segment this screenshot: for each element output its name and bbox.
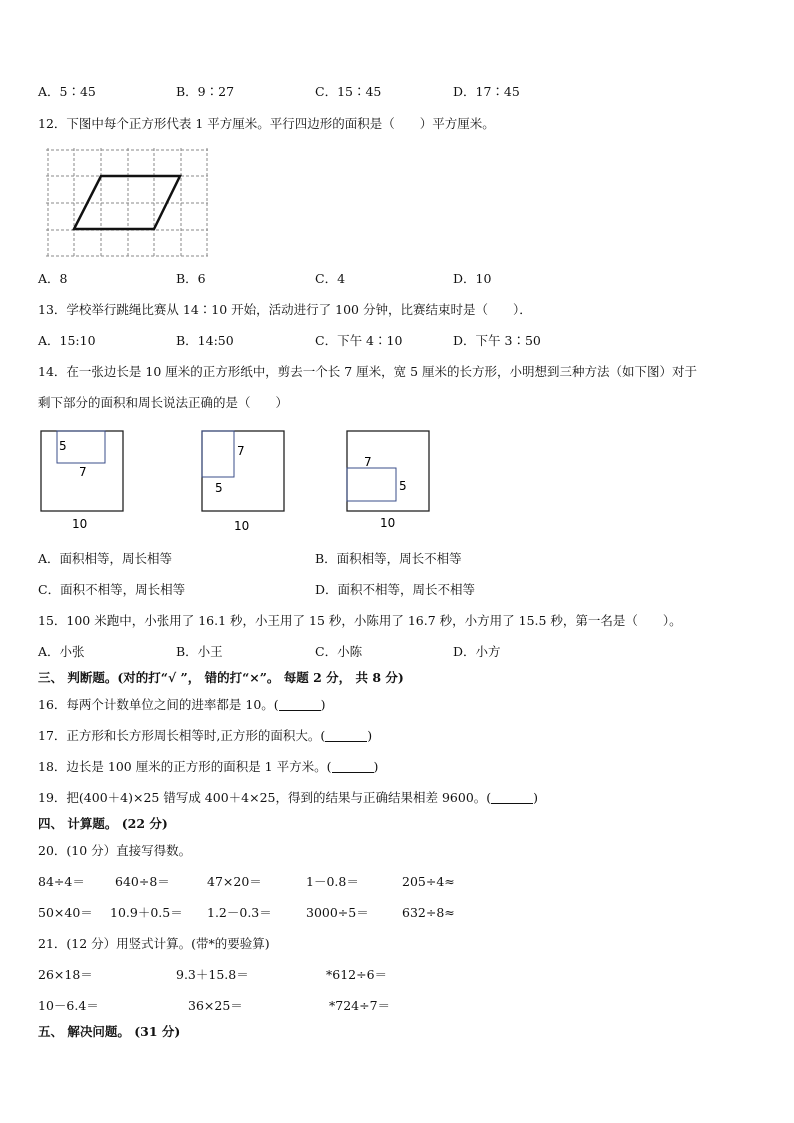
q15-option-b: B．小王 [176, 644, 223, 659]
q12-option-a: A．8 [38, 271, 68, 286]
q14-option-d: D．面积不相等，周长不相等 [315, 582, 476, 597]
q17-answer-blank[interactable] [325, 729, 367, 742]
q11-option-d: D．17∶45 [453, 84, 520, 99]
q13-option-b: B．14:50 [176, 333, 234, 348]
q11-option-c: C．15∶45 [315, 84, 382, 99]
q14-stem-line1: 14．在一张边长是 10 厘米的正方形纸中，剪去一个长 7 厘米，宽 5 厘米的长方形，小明想到三种方法（如下图）对于 [38, 364, 698, 379]
q15-stem: 15．100 米跑中，小张用了 16.1 秒，小王用了 15 秒，小陈用了 16.7 秒，小方用了 15.5 秒，第一名是（ ）。 [38, 613, 682, 628]
q19-statement [38, 790, 538, 806]
q14-f1-label-a: 5 [59, 439, 67, 453]
q15-option-c: C．小陈 [315, 644, 363, 659]
q14-f3-label-a: 7 [364, 455, 372, 469]
q20-item: 47×20＝ [207, 874, 262, 889]
q12-option-d: D．10 [453, 271, 492, 286]
section-3-heading: 三、 判断题。(对的打“√ ”， 错的打“×”。 每题 2 分， 共 8 分) [38, 670, 404, 685]
q16-text: 16．每两个计数单位之间的进率都是 10。( [38, 697, 279, 712]
q16-answer-blank[interactable] [279, 698, 321, 711]
q12-option-b: B．6 [176, 271, 206, 286]
q14-figure-1 [38, 428, 128, 534]
q12-stem: 12．下图中每个正方形代表 1 平方厘米。平行四边形的面积是（ ）平方厘米。 [38, 116, 495, 131]
q20-item: 205÷4≈ [402, 874, 455, 889]
q20-item: 84÷4＝ [38, 874, 85, 889]
q21-item: *724÷7＝ [329, 998, 391, 1013]
q21-item: 10－6.4＝ [38, 998, 99, 1013]
q13-option-c: C．下午 4∶10 [315, 333, 403, 348]
q16-close: ) [320, 697, 326, 712]
q14-option-c: C．面积不相等，周长相等 [38, 582, 186, 597]
q21-item: 9.3＋15.8＝ [176, 967, 249, 982]
q18-statement [38, 759, 378, 775]
q14-figure-3 [344, 428, 434, 534]
q14-figure-2 [198, 428, 288, 534]
q20-item: 632÷8≈ [402, 905, 455, 920]
section-4-heading: 四、 计算题。 (22 分) [38, 816, 168, 831]
q17-statement [38, 728, 372, 744]
q14-f3-label-b: 5 [399, 479, 407, 493]
q20-item: 640÷8＝ [115, 874, 170, 889]
q14-f1-label-b: 7 [79, 465, 87, 479]
q18-answer-blank[interactable] [332, 760, 374, 773]
q14-f2-label-side: 10 [234, 519, 250, 533]
section-5-heading: 五、 解决问题。 (31 分) [38, 1024, 181, 1039]
q20-item: 1－0.8＝ [306, 874, 359, 889]
q21-item: 36×25＝ [188, 998, 243, 1013]
q12-grid-figure [44, 146, 210, 258]
q19-answer-blank[interactable] [491, 791, 533, 804]
q14-f2-label-a: 7 [237, 444, 245, 458]
q13-stem: 13．学校举行跳绳比赛从 14∶10 开始，活动进行了 100 分钟，比赛结束时是（ ）． [38, 302, 532, 317]
q14-f3-label-side: 10 [380, 516, 396, 530]
q13-option-d: D．下午 3∶50 [453, 333, 541, 348]
q21-item: *612÷6＝ [326, 967, 388, 982]
q17-text: 17．正方形和长方形周长相等时,正方形的面积大。( [38, 728, 326, 743]
q19-close: ) [533, 790, 539, 805]
q14-option-a: A．面积相等，周长相等 [38, 551, 173, 566]
q11-option-a: A．5∶45 [38, 84, 96, 99]
q14-stem-line2: 剩下部分的面积和周长说法正确的是（ ） [38, 395, 289, 410]
q12-option-c: C．4 [315, 271, 346, 286]
q20-item: 50×40＝ [38, 905, 93, 920]
q15-option-d: D．小方 [453, 644, 501, 659]
q20-item: 10.9＋0.5＝ [110, 905, 183, 920]
q20-item: 3000÷5＝ [306, 905, 369, 920]
q21-stem: 21．(12 分）用竖式计算。(带*的要验算) [38, 936, 270, 951]
q20-item: 1.2－0.3＝ [207, 905, 272, 920]
q16-statement [38, 697, 326, 713]
q14-option-b: B．面积相等，周长不相等 [315, 551, 462, 566]
q18-text: 18．边长是 100 厘米的正方形的面积是 1 平方米。( [38, 759, 332, 774]
q13-option-a: A．15:10 [38, 333, 96, 348]
q15-option-a: A．小张 [38, 644, 85, 659]
q14-f1-label-side: 10 [72, 517, 88, 531]
q14-f2-label-b: 5 [215, 481, 223, 495]
q17-close: ) [367, 728, 373, 743]
q19-text: 19．把(400＋4)×25 错写成 400＋4×25，得到的结果与正确结果相差 9600。( [38, 790, 492, 805]
q20-stem: 20．(10 分）直接写得数。 [38, 843, 192, 858]
q21-item: 26×18＝ [38, 967, 93, 982]
q11-option-b: B．9∶27 [176, 84, 235, 99]
q18-close: ) [373, 759, 379, 774]
